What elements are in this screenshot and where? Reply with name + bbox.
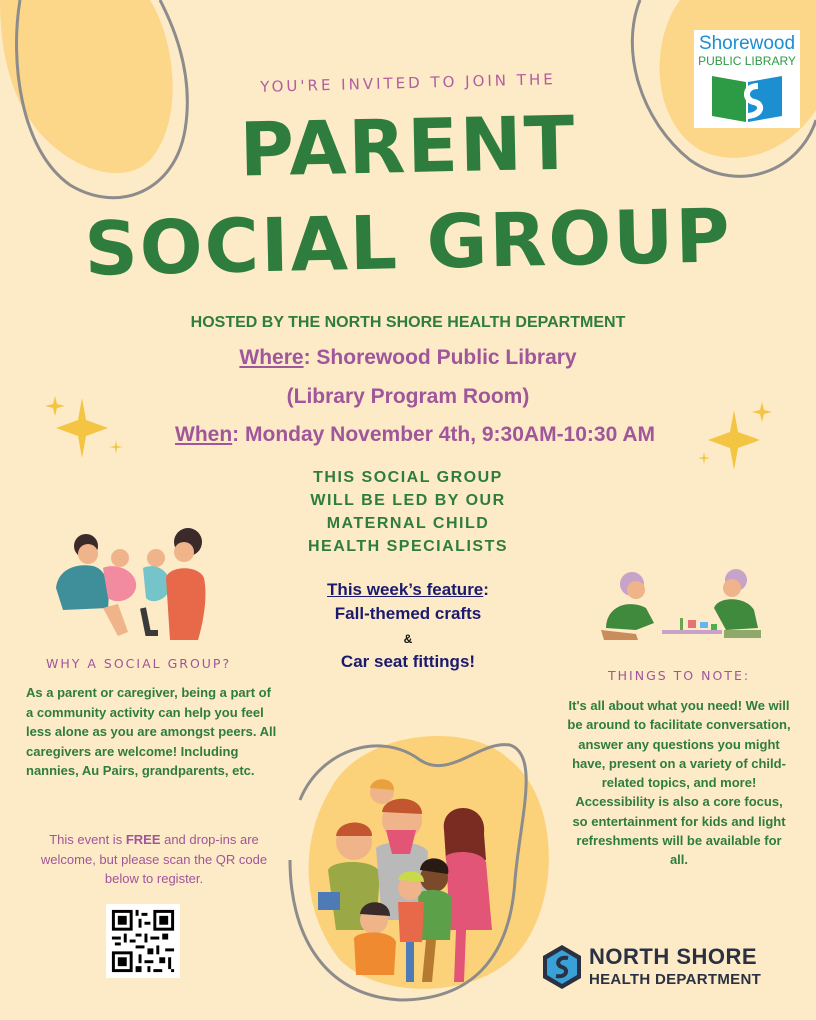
invite-line: YOU'RE INVITED TO JOIN THE	[260, 70, 556, 96]
where-line	[0, 346, 816, 370]
when-value: : Monday November 4th, 9:30AM-10:30 AM	[232, 423, 655, 446]
library-logo-name: Shorewood	[698, 33, 796, 54]
room-line: (Library Program Room)	[286, 385, 530, 408]
health-dept-line-1: NORTH SHORE	[589, 944, 758, 969]
title-line-1: PARENT	[238, 100, 578, 194]
led-by-text	[258, 466, 558, 558]
feature-heading	[258, 580, 558, 600]
feature-heading-colon: :	[483, 580, 489, 599]
why-heading: WHY A SOCIAL GROUP?	[46, 656, 232, 671]
feature-item-1: Fall-themed crafts	[334, 604, 482, 623]
registration-post: and drop-ins are welcome, but please scan the QR code below to register.	[40, 832, 268, 886]
where-value: : Shorewood Public Library	[303, 346, 577, 369]
registration-free: FREE	[125, 832, 161, 847]
family-group-illustration	[310, 770, 510, 990]
health-dept-emblem-icon	[541, 944, 583, 990]
library-logo-sub: PUBLIC LIBRARY	[698, 54, 796, 68]
shorewood-library-logo	[694, 30, 800, 128]
qr-code[interactable]	[106, 904, 180, 978]
hosted-by: HOSTED BY THE NORTH SHORE HEALTH DEPARTMENT	[190, 314, 626, 331]
registration-pre: This event is	[49, 832, 126, 847]
why-body: As a parent or caregiver, being a part of a community activity can help you feel less alone as you are amongst peers. All caregivers are welcome! Including nannies, Au Pairs, grandparents, etc.	[26, 685, 277, 778]
led-by-line: WILL BE LED BY OUR	[310, 492, 506, 509]
registration-text	[36, 830, 272, 889]
health-dept-line-2: HEALTH DEPARTMENT	[589, 971, 762, 988]
when-line	[0, 423, 816, 447]
led-by-line: MATERNAL CHILD	[326, 515, 490, 532]
led-by-line: THIS SOCIAL GROUP	[313, 469, 503, 486]
kids-playing-illustration	[596, 568, 766, 644]
where-label: Where	[239, 346, 304, 369]
north-shore-health-logo	[541, 942, 801, 992]
notes-heading: THINGS TO NOTE:	[608, 668, 751, 683]
notes-body: It's all about what you need! We will be around to facilitate conversation, answer any questions you might have, present on a variety of child-related topics, and more! Accessibility is also a core focus, so entertainment for kids and light refreshments will be available for all.	[567, 698, 791, 868]
title-line-2: SOCIAL GROUP	[83, 193, 733, 293]
feature-ampersand: &	[403, 632, 413, 646]
when-label: When	[175, 423, 233, 446]
led-by-line: HEALTH SPECIALISTS	[307, 538, 509, 555]
library-book-icon	[710, 72, 784, 124]
feature-heading-text: This week’s feature	[327, 580, 484, 599]
feature-item-2: Car seat fittings!	[340, 652, 476, 671]
parents-hugging-illustration	[48, 528, 213, 648]
